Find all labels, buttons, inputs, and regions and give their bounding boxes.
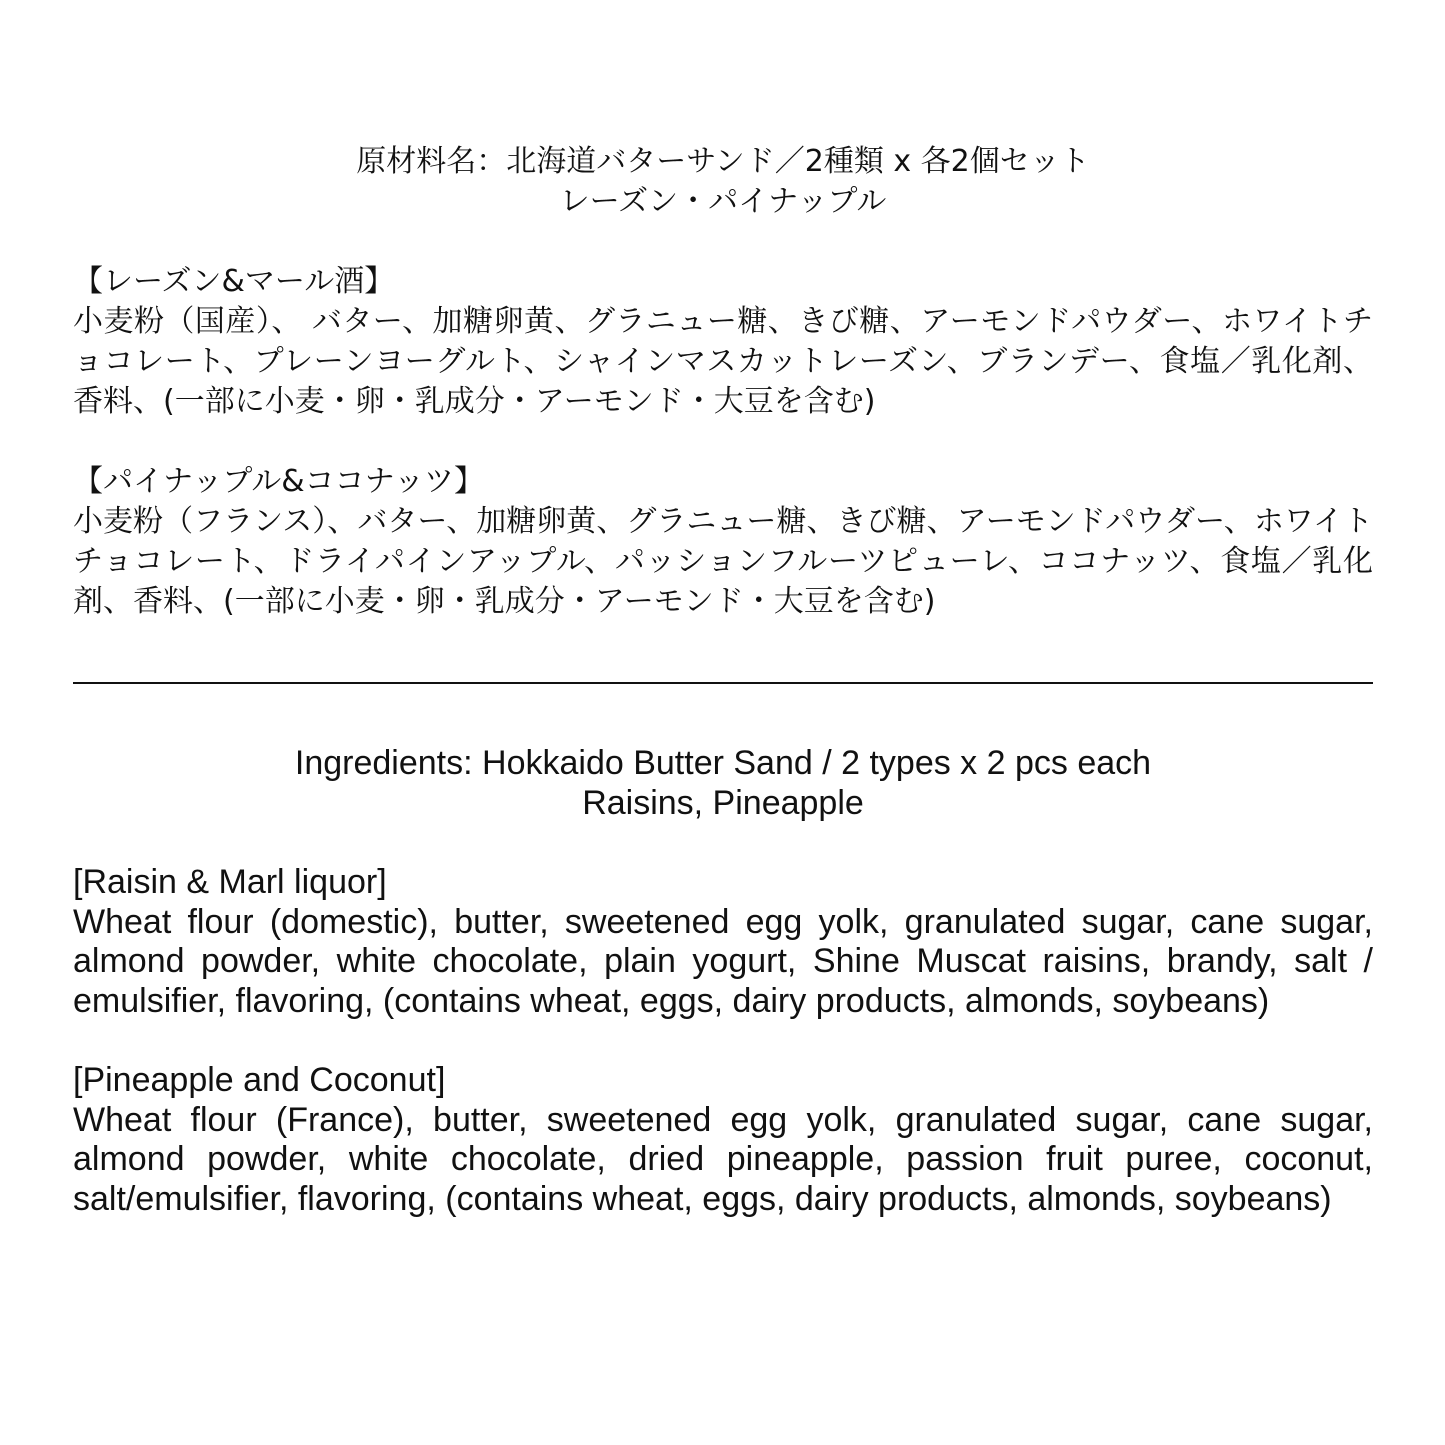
japanese-title-line-1: 原材料名：北海道バターサンド／2種類 x 各2個セット: [356, 144, 1090, 179]
japanese-section-pineapple: [73, 462, 1373, 622]
japanese-title-line-2: レーズン・パイナップル: [559, 184, 887, 219]
english-title-line-2: Raisins, Pineapple: [582, 783, 864, 822]
english-section-pineapple-title: [Pineapple and Coconut]: [73, 1061, 446, 1099]
japanese-section-raisin: [73, 262, 1373, 422]
english-ingredients-block: [73, 744, 1373, 1219]
japanese-section-raisin-body: 小麦粉（国産）、 バター、加糖卵黄、グラニュー糖、きび糖、アーモンドパウダー、ホワイトチョコレート、プレーンヨーグルト、シャインマスカットレーズン、ブランデー、食塩／乳化剤、香料、(一部に小麦・卵・乳成分・アーモンド・大豆を含む): [73, 304, 1373, 419]
english-section-pineapple-body: Wheat flour (France), butter, sweetened egg yolk, granulated sugar, cane sugar, almond powder, white chocolate, dried pineapple, passion fruit puree, coconut, salt/emulsifier, flavoring, (contains wheat, eggs, dairy products, almonds, soybeans): [73, 1100, 1373, 1218]
english-section-raisin: [73, 863, 1373, 1021]
japanese-section-raisin-title: 【レーズン&マール酒】: [73, 264, 395, 299]
english-section-pineapple: [73, 1061, 1373, 1219]
japanese-ingredients-block: [73, 142, 1373, 622]
english-title-line-1: Ingredients: Hokkaido Butter Sand / 2 types x 2 pcs each: [294, 744, 1152, 782]
english-title: [73, 744, 1373, 823]
english-section-raisin-body: Wheat flour (domestic), butter, sweetened egg yolk, granulated sugar, cane sugar, almond powder, white chocolate, plain yogurt, Shine Muscat raisins, brandy, salt / emulsifier, flavoring, (contains wheat, eggs, dairy products, almonds, soybeans): [73, 902, 1373, 1020]
section-divider: [73, 682, 1373, 684]
japanese-title: [73, 142, 1373, 222]
ingredients-label-page: [73, 0, 1373, 1445]
english-section-raisin-title: [Raisin & Marl liquor]: [73, 863, 387, 901]
japanese-section-pineapple-title: 【パイナップル&ココナッツ】: [73, 464, 484, 499]
japanese-section-pineapple-body: 小麦粉（フランス）、バター、加糖卵黄、グラニュー糖、きび糖、アーモンドパウダー、ホワイトチョコレート、ドライパインアップル、パッションフルーツピューレ、ココナッツ、食塩／乳化剤、香料、(一部に小麦・卵・乳成分・アーモンド・大豆を含む): [73, 504, 1373, 619]
